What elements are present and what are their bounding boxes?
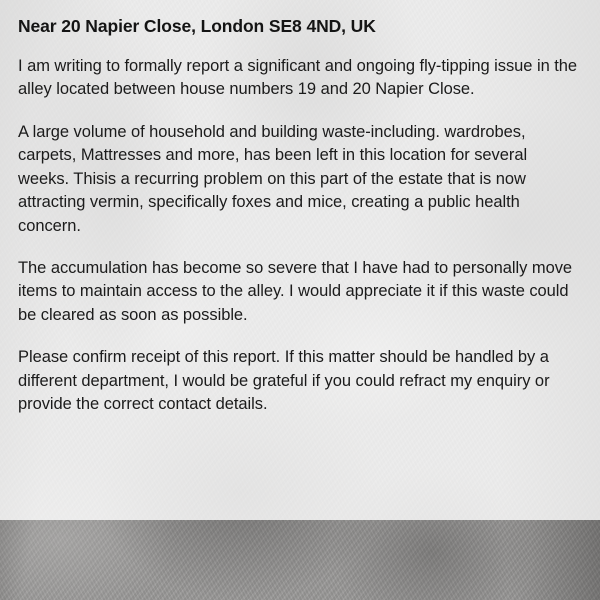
report-paragraph-1: I am writing to formally report a significant and ongoing fly-tipping issue in the alley located between house numbers 19 and 20 Napier Close.: [18, 57, 578, 99]
report-paragraph-3: The accumulation has become so severe that I have had to personally move items to maintain access to the alley. I would appreciate it if this waste could be cleared as soon as possible.: [18, 258, 573, 324]
report-paragraph-4: Please confirm receipt of this report. If this matter should be handled by a different department, I would be grateful if you could refract my enquiry or provide the correct contact details.: [18, 348, 550, 414]
report-paragraph-2: A large volume of household and building waste-including. wardrobes, carpets, Mattresses and more, has been left in this location for several weeks. Thisis a recurring problem on this part of the estate that is now attracting vermin, specifically foxes and mice, creating a public health concern.: [18, 122, 528, 235]
page-title: Near 20 Napier Close, London SE8 4ND, UK: [18, 16, 376, 36]
